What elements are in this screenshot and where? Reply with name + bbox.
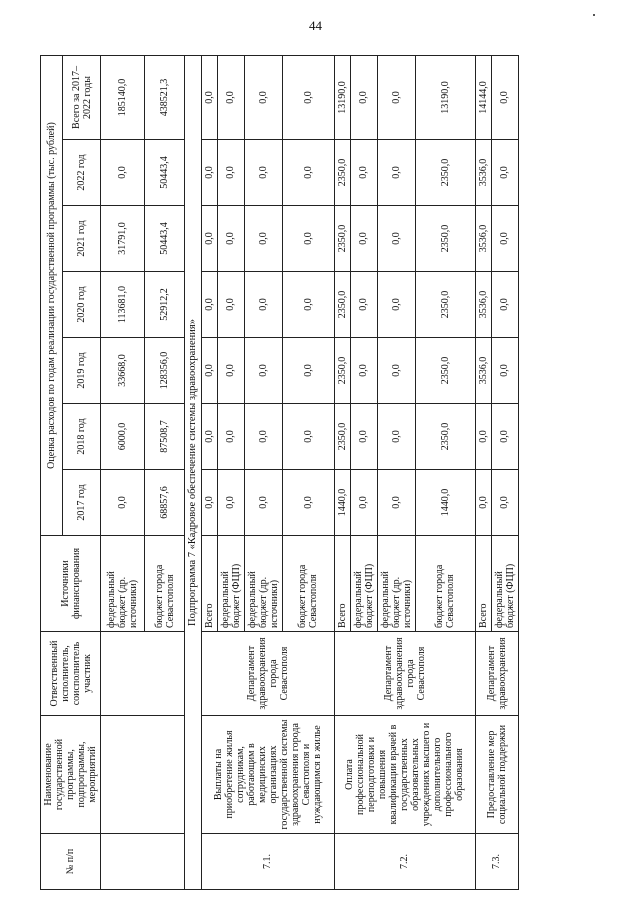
value-cell: 0,0: [282, 206, 334, 272]
value-cell: 33668,0: [101, 338, 145, 404]
value-cell: 0,0: [282, 140, 334, 206]
value-cell: 0,0: [377, 55, 415, 139]
value-cell: 0,0: [350, 338, 377, 404]
table-row: [101, 55, 145, 889]
header-name: Наименование государственной программы, подпрограммы, мероприятий: [41, 716, 101, 834]
value-cell: 0,0: [350, 404, 377, 470]
value-cell: 0,0: [101, 140, 145, 206]
value-cell: 0,0: [350, 470, 377, 536]
value-cell: 0,0: [377, 206, 415, 272]
measure-name: Предоставление мер социальной поддержки: [475, 716, 518, 834]
header-year: 2019 год: [63, 338, 101, 404]
source-cell: федеральный бюджет (др. источники): [244, 536, 282, 632]
value-cell: 0,0: [217, 404, 244, 470]
header-year: 2021 год: [63, 206, 101, 272]
value-cell: 0,0: [491, 55, 518, 139]
value-cell: 0,0: [491, 206, 518, 272]
value-cell: 0,0: [244, 140, 282, 206]
value-cell: 0,0: [491, 338, 518, 404]
value-cell: 3536,0: [475, 338, 491, 404]
source-cell: бюджет города Севастополя: [282, 536, 334, 632]
value-cell: 68857,6: [145, 470, 185, 536]
header-estimate: Оценка расходов по годам реализации государственной программы (тыс. рублей): [41, 55, 63, 535]
source-cell: федеральный бюджет (ФЦП): [491, 536, 518, 632]
rotated-table: [40, 60, 575, 890]
value-cell: 0,0: [201, 140, 217, 206]
value-cell: 2350,0: [415, 338, 475, 404]
value-cell: 2350,0: [415, 140, 475, 206]
source-cell: федеральный бюджет (др. источники): [101, 536, 145, 632]
value-cell: 2350,0: [334, 272, 350, 338]
source-cell: федеральный бюджет (ФЦП): [350, 536, 377, 632]
table-row: [334, 55, 350, 889]
value-cell: 2350,0: [415, 206, 475, 272]
table-row: [201, 55, 217, 889]
value-cell: 0,0: [475, 470, 491, 536]
value-cell: 0,0: [244, 55, 282, 139]
value-cell: 0,0: [244, 404, 282, 470]
value-cell: 0,0: [101, 470, 145, 536]
value-cell: 0,0: [201, 338, 217, 404]
source-cell: бюджет города Севастополя: [145, 536, 185, 632]
value-cell: 0,0: [350, 140, 377, 206]
value-cell: 6000,0: [101, 404, 145, 470]
value-cell: 0,0: [217, 140, 244, 206]
value-cell: 52912,2: [145, 272, 185, 338]
header-year: 2022 год: [63, 140, 101, 206]
value-cell: 113681,0: [101, 272, 145, 338]
value-cell: 0,0: [350, 206, 377, 272]
cell-empty: [101, 632, 185, 716]
value-cell: 0,0: [217, 338, 244, 404]
value-cell: 0,0: [491, 470, 518, 536]
value-cell: 0,0: [377, 470, 415, 536]
measure-responsible: Департамент здравоохранения города Севастополя: [201, 632, 334, 716]
page-number: 44: [309, 18, 322, 33]
value-cell: 13190,0: [415, 55, 475, 139]
cell-empty: [101, 834, 185, 890]
measure-name: Оплата профессиональной переподготовки и повышения квалификации врачей в государственных образовательных учреждениях высшего и дополнительного профессионального образования: [334, 716, 475, 834]
header-source: Источники финансирования: [41, 536, 101, 632]
value-cell: 1440,0: [415, 470, 475, 536]
header-responsible: Ответственный исполнитель, соисполнитель участник: [41, 632, 101, 716]
value-cell: 0,0: [244, 272, 282, 338]
value-cell: 0,0: [201, 404, 217, 470]
value-cell: 0,0: [491, 404, 518, 470]
value-cell: 2350,0: [415, 272, 475, 338]
value-cell: 2350,0: [334, 206, 350, 272]
value-cell: 0,0: [350, 272, 377, 338]
value-cell: 0,0: [377, 404, 415, 470]
value-cell: 0,0: [217, 470, 244, 536]
value-cell: 0,0: [377, 272, 415, 338]
value-cell: 0,0: [475, 404, 491, 470]
value-cell: 0,0: [217, 55, 244, 139]
source-cell: федеральный бюджет (ФЦП): [217, 536, 244, 632]
value-cell: 0,0: [244, 206, 282, 272]
value-cell: 50443,4: [145, 206, 185, 272]
value-cell: 2350,0: [334, 140, 350, 206]
value-cell: 3536,0: [475, 140, 491, 206]
budget-table: [40, 55, 519, 890]
value-cell: 0,0: [244, 470, 282, 536]
value-cell: 0,0: [282, 470, 334, 536]
measure-name: Выплаты на приобретение жилья сотрудникам, работающим в медицинских организациях государственной системы здравоохранения города Севастополя и нуждающимся в жилье: [201, 716, 334, 834]
source-cell: Всего: [334, 536, 350, 632]
value-cell: 13190,0: [334, 55, 350, 139]
value-cell: 0,0: [201, 470, 217, 536]
value-cell: 0,0: [491, 272, 518, 338]
value-cell: 31791,0: [101, 206, 145, 272]
measure-number: 7.2.: [334, 834, 475, 890]
measure-responsible: Департамент здравоохранения: [475, 632, 518, 716]
subprogram-row: [185, 55, 202, 889]
scan-speck: [593, 14, 595, 16]
header-year: 2017 год: [63, 470, 101, 536]
value-cell: 0,0: [377, 338, 415, 404]
value-cell: 185140,0: [101, 55, 145, 139]
value-cell: 0,0: [201, 206, 217, 272]
value-cell: 3536,0: [475, 272, 491, 338]
cell-empty: [101, 716, 185, 834]
value-cell: 0,0: [491, 140, 518, 206]
subprogram-title: Подпрограмма 7 «Кадровое обеспечение системы здравоохранения»: [185, 55, 202, 889]
header-total: Всего за 2017–2022 годы: [63, 55, 101, 139]
source-cell: Всего: [201, 536, 217, 632]
source-cell: федеральный бюджет (др. источники): [377, 536, 415, 632]
value-cell: 0,0: [377, 140, 415, 206]
value-cell: 2350,0: [334, 404, 350, 470]
value-cell: 0,0: [282, 338, 334, 404]
value-cell: 0,0: [201, 55, 217, 139]
value-cell: 0,0: [282, 55, 334, 139]
value-cell: 2350,0: [334, 338, 350, 404]
source-cell: Всего: [475, 536, 491, 632]
value-cell: 87508,7: [145, 404, 185, 470]
value-cell: 0,0: [350, 55, 377, 139]
value-cell: 0,0: [201, 272, 217, 338]
source-cell: бюджет города Севастополя: [415, 536, 475, 632]
rotated-table-container: [40, 60, 575, 890]
value-cell: 2350,0: [415, 404, 475, 470]
header-year: 2018 год: [63, 404, 101, 470]
measure-number: 7.3.: [475, 834, 518, 890]
value-cell: 0,0: [282, 272, 334, 338]
measure-responsible: Департамент здравоохранения города Севастополя: [334, 632, 475, 716]
header-num: № п/п: [41, 834, 101, 890]
value-cell: 128356,0: [145, 338, 185, 404]
value-cell: 0,0: [217, 206, 244, 272]
header-year: 2020 год: [63, 272, 101, 338]
value-cell: 438521,3: [145, 55, 185, 139]
value-cell: 50443,4: [145, 140, 185, 206]
value-cell: 0,0: [282, 404, 334, 470]
table-row: [475, 55, 491, 889]
value-cell: 3536,0: [475, 206, 491, 272]
header-row-1: [41, 55, 63, 889]
value-cell: 1440,0: [334, 470, 350, 536]
value-cell: 0,0: [244, 338, 282, 404]
measure-number: 7.1.: [201, 834, 334, 890]
value-cell: 0,0: [217, 272, 244, 338]
value-cell: 14144,0: [475, 55, 491, 139]
